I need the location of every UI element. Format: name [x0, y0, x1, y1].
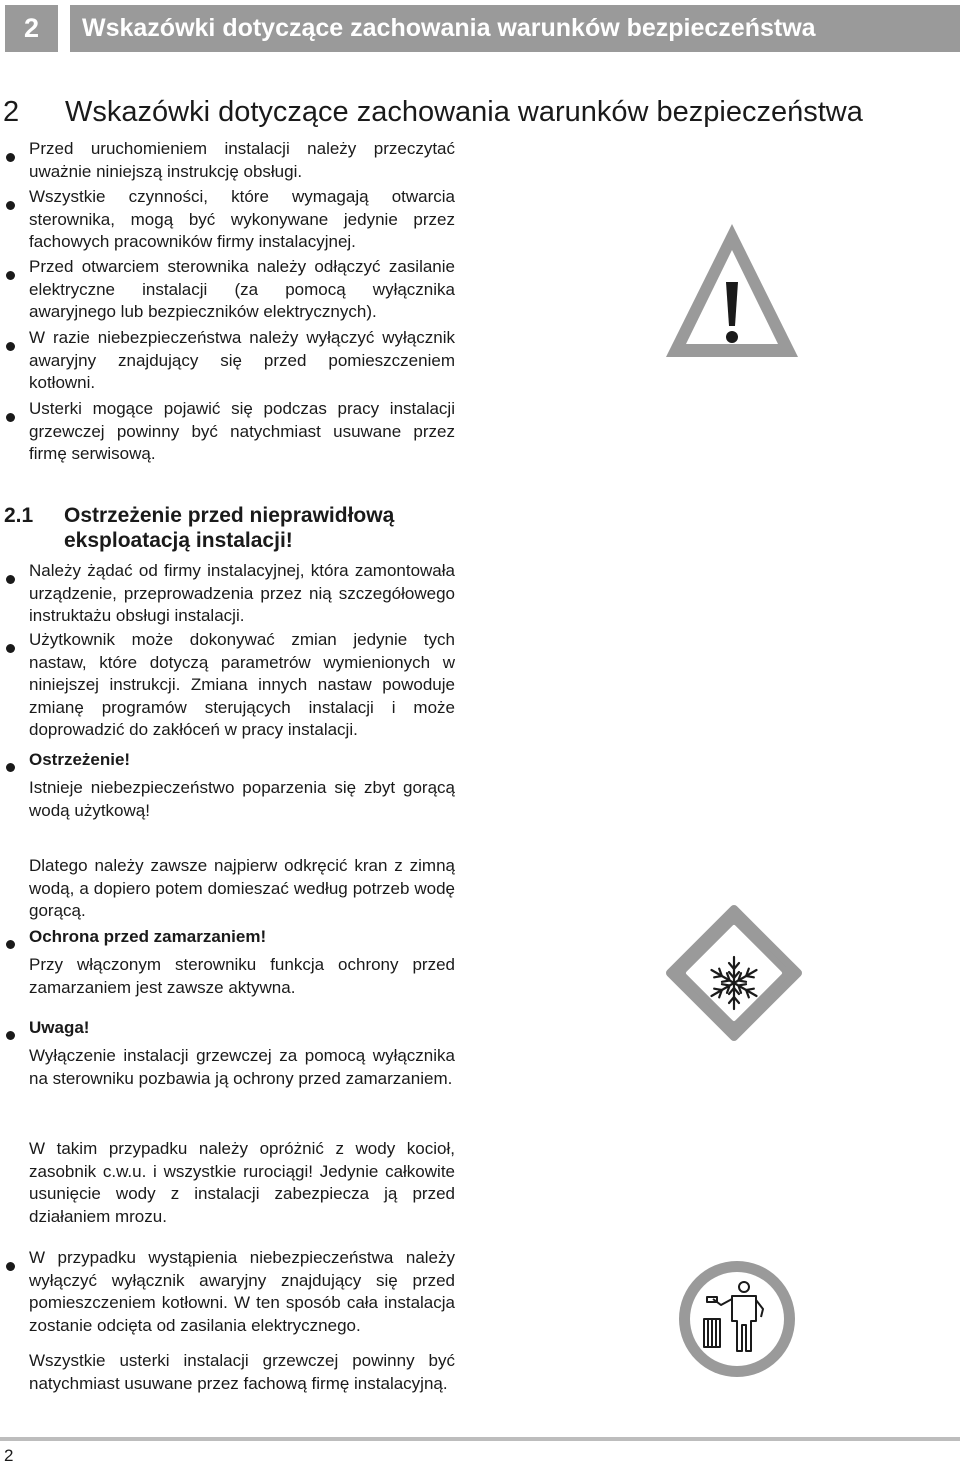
bullet-dot: [6, 1262, 15, 1271]
subsection-bullet-1: Należy żądać od firmy instalacyjnej, która zamontowała urządzenie, przeprowadzenia przez nią szczegółowego instruktażu obsługi instalacji.: [29, 561, 455, 625]
warning-text: Istnieje niebezpieczeństwo poparzenia się zbyt gorącą wodą użytkową!: [29, 778, 455, 820]
page-number: 2: [4, 1446, 14, 1465]
frost-text: Przy włączonym sterowniku funkcja ochrony przed zamarzaniem jest zawsze aktywna.: [29, 955, 455, 997]
bullet-dot: [6, 1031, 15, 1040]
attention-text-2: W takim przypadku należy opróżnić z wody kocioł, zasobnik c.w.u. i wszystkie rurociągi! Jedynie całkowite usunięcie wody z instalacji zabezpiecza ją przed działaniem mrozu.: [29, 1139, 455, 1226]
section-title: Wskazówki dotyczące zachowania warunków bezpieczeństwa: [65, 96, 863, 128]
bullet-dot: [6, 153, 15, 162]
bullet-dot: [6, 940, 15, 949]
section-bullet-1: Przed uruchomieniem instalacji należy przeczytać uważnie niniejszą instrukcję obsługi.: [29, 139, 455, 181]
warning-title: Ostrzeżenie!: [29, 750, 131, 769]
chapter-header-title: Wskazówki dotyczące zachowania warunków bezpieczeństwa: [70, 5, 960, 52]
subsection-bullet-2: Użytkownik może dokonywać zmian jedynie tych nastaw, które dotyczą parametrów wymienionych w niniejszej instrukcji. Zmiana innych nastaw powoduje zmianę programów sterujących instalacji i może doprowadzić do zakłóceń w pracy instalacji.: [29, 630, 455, 739]
chapter-number-badge: 2: [5, 5, 58, 52]
subsection-heading: [4, 503, 464, 553]
attention-title: Uwaga!: [29, 1018, 90, 1037]
service-technician-icon: [677, 1259, 797, 1379]
subsection-number: 2.1: [4, 504, 34, 527]
subsection-title: Ostrzeżenie przed nieprawidłową eksploatacją instalacji!: [64, 504, 395, 552]
section-heading: [3, 96, 863, 129]
bullet-dot: [6, 271, 15, 280]
bullet-dot: [6, 342, 15, 351]
frost-warning-icon: [664, 903, 804, 1043]
bullet-dot: [6, 201, 15, 210]
frost-title: Ochrona przed zamarzaniem!: [29, 927, 267, 946]
bullet-dot: [6, 644, 15, 653]
emergency-text-2: Wszystkie usterki instalacji grzewczej powinny być natychmiast usuwane przez fachową firmę instalacyjną.: [29, 1351, 455, 1393]
bullet-dot: [6, 575, 15, 584]
section-bullet-5: Usterki mogące pojawić się podczas pracy instalacji grzewczej powinny być natychmiast usuwane przez firmę serwisową.: [29, 399, 455, 463]
warning-text-2: Dlatego należy zawsze najpierw odkręcić kran z zimną wodą, a dopiero potem domieszać według potrzeb wodę gorącą.: [29, 856, 455, 920]
attention-text: Wyłączenie instalacji grzewczej za pomocą wyłącznika na sterowniku pozbawia ją ochrony przed zamarzaniem.: [29, 1046, 455, 1088]
section-bullet-2: Wszystkie czynności, które wymagają otwarcia sterownika, mogą być wykonywane jedynie przez fachowych pracowników firmy instalacyjnej.: [29, 187, 455, 251]
section-bullet-3: Przed otwarciem sterownika należy odłączyć zasilanie elektryczne instalacji (za pomocą wyłącznika awaryjnego lub bezpieczników elektrycznych).: [29, 257, 455, 321]
footer-divider: [0, 1437, 960, 1441]
bullet-dot: [6, 763, 15, 772]
section-number: 2: [3, 96, 20, 128]
bullet-dot: [6, 413, 15, 422]
emergency-text: W przypadku wystąpienia niebezpieczeństwa należy wyłączyć wyłącznik awaryjny znajdujący się przed pomieszczeniem kotłowni. W ten sposób cała instalacja zostanie odcięta od zasilania elektrycznego.: [29, 1248, 455, 1335]
warning-triangle-icon: [662, 220, 802, 362]
section-bullet-4: W razie niebezpieczeństwa należy wyłączyć wyłącznik awaryjny znajdujący się przed pomieszczeniem kotłowni.: [29, 328, 455, 392]
